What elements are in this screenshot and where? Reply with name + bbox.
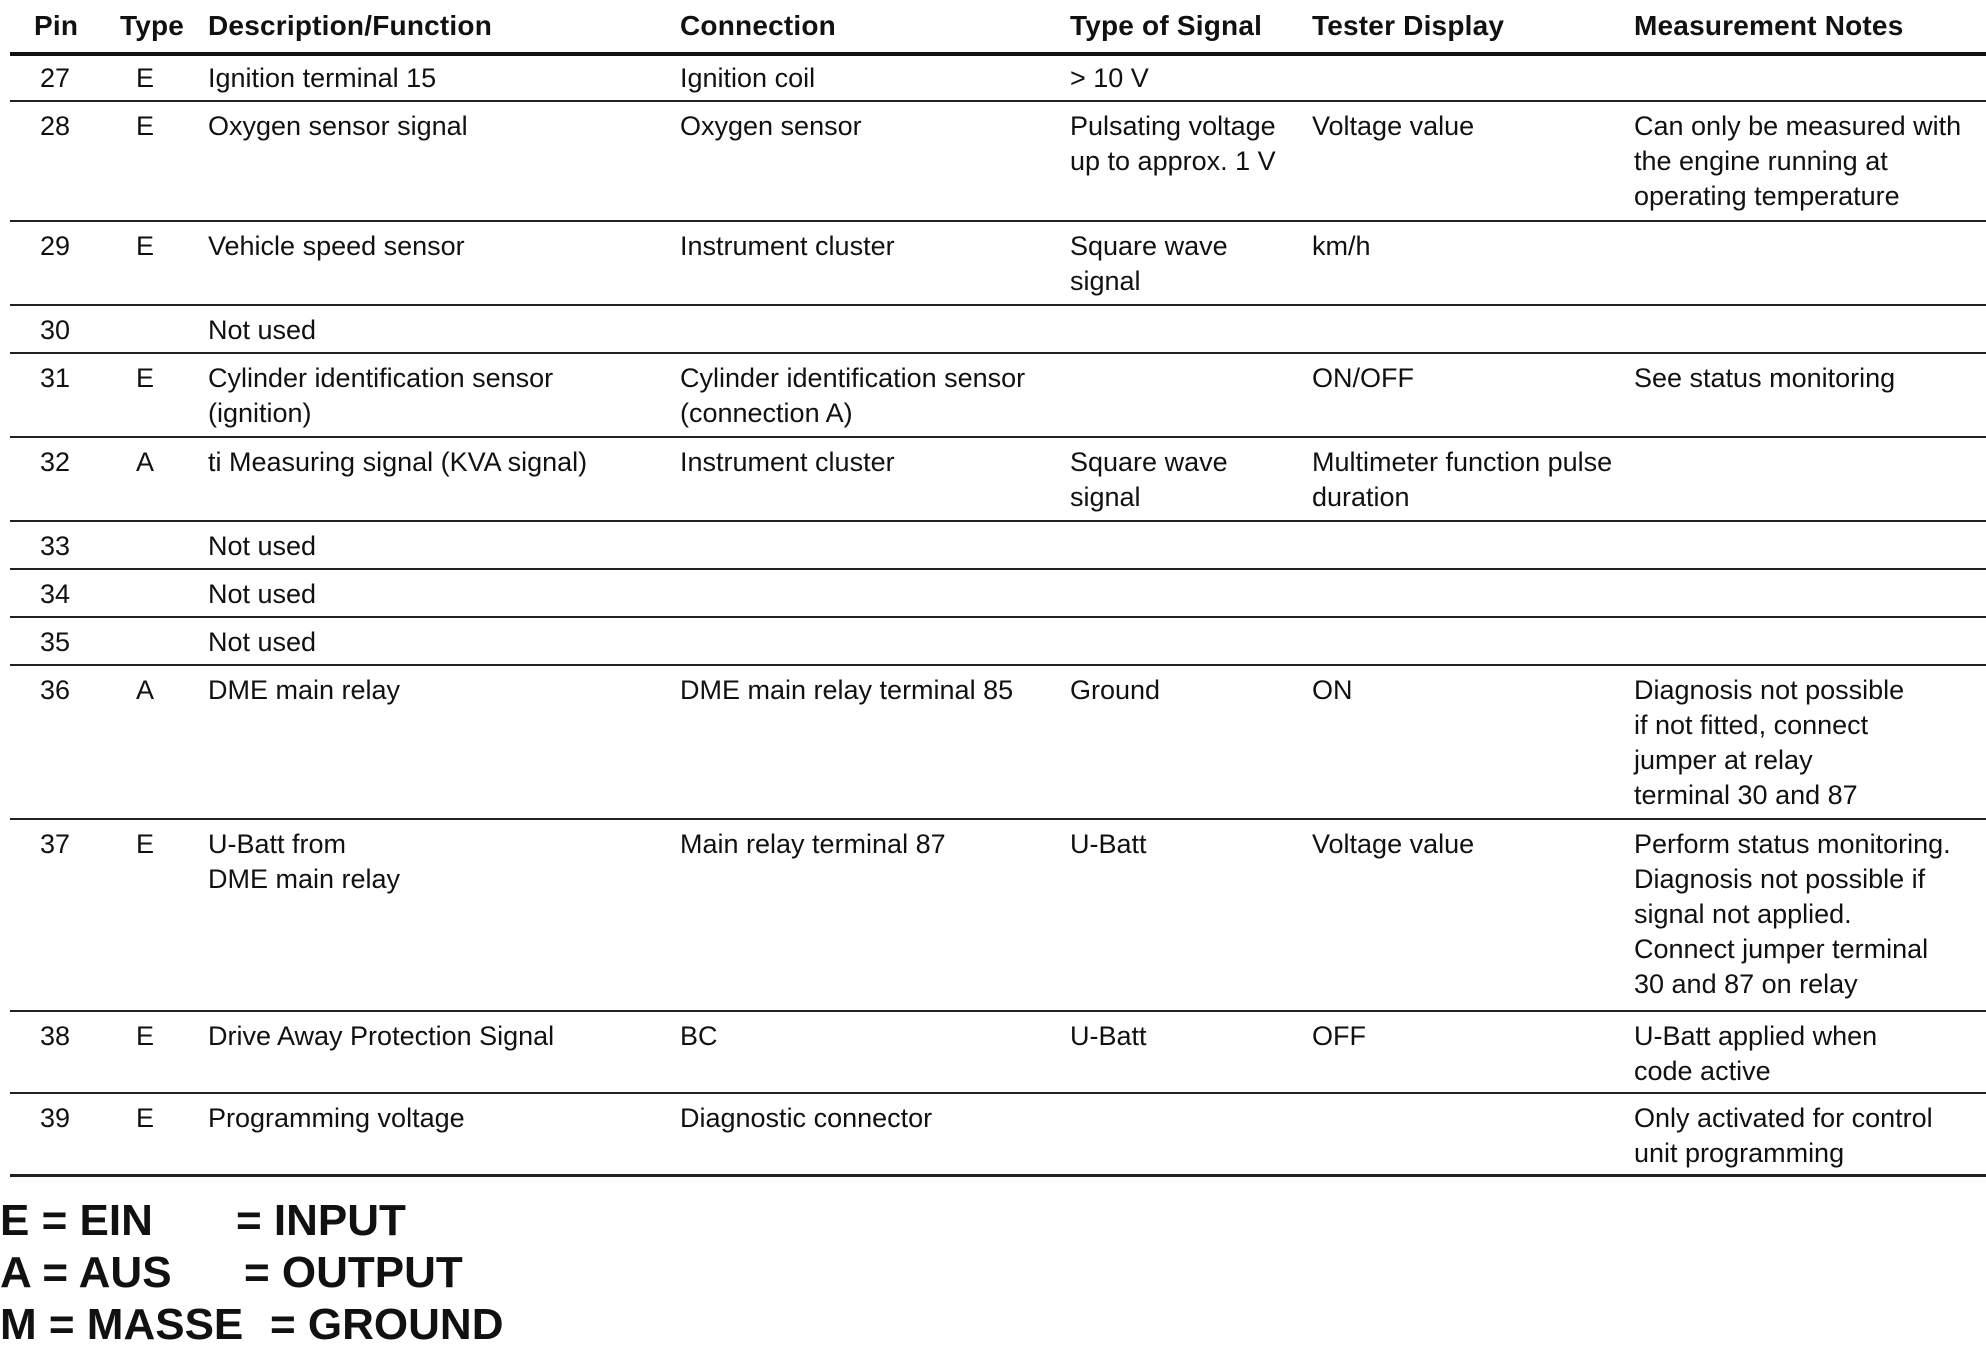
row-pin: 34 bbox=[40, 579, 71, 609]
row-type: E bbox=[136, 829, 155, 859]
row-pin: 33 bbox=[40, 531, 71, 561]
row-description: Not used bbox=[208, 531, 317, 561]
row-description: Not used bbox=[208, 315, 317, 345]
row-signal-type: Square wave signal bbox=[1070, 231, 1228, 296]
row-signal-type: Square wave signal bbox=[1070, 447, 1228, 512]
row-connection: BC bbox=[680, 1021, 718, 1051]
row-rule bbox=[10, 616, 1986, 618]
row-connection: Main relay terminal 87 bbox=[680, 829, 946, 859]
header-rule bbox=[10, 52, 1986, 56]
row-rule bbox=[10, 1174, 1986, 1177]
row-signal-type: Ground bbox=[1070, 675, 1161, 705]
row-measurement-notes: U-Batt applied when code active bbox=[1634, 1021, 1878, 1086]
legend-meaning: = OUTPUT bbox=[244, 1248, 463, 1297]
row-rule bbox=[10, 568, 1986, 570]
row-description: ti Measuring signal (KVA signal) bbox=[208, 447, 588, 477]
header-signal-type: Type of Signal bbox=[1070, 10, 1263, 41]
row-tester-display: Multimeter function pulse duration bbox=[1312, 447, 1613, 512]
row-description: Cylinder identification sensor (ignition) bbox=[208, 363, 554, 428]
row-pin: 39 bbox=[40, 1103, 71, 1133]
row-measurement-notes: Only activated for control unit programming bbox=[1634, 1103, 1933, 1168]
row-type: E bbox=[136, 363, 155, 393]
row-rule bbox=[10, 818, 1986, 820]
row-signal-type: Pulsating voltage up to approx. 1 V bbox=[1070, 111, 1276, 176]
row-pin: 29 bbox=[40, 231, 71, 261]
legend-code: M = MASSE bbox=[0, 1300, 244, 1349]
row-type: E bbox=[136, 63, 155, 93]
row-tester-display: ON/OFF bbox=[1312, 363, 1414, 393]
row-description: Not used bbox=[208, 579, 317, 609]
row-type: E bbox=[136, 1103, 155, 1133]
row-tester-display: OFF bbox=[1312, 1021, 1366, 1051]
row-description: Vehicle speed sensor bbox=[208, 231, 465, 261]
row-connection: Cylinder identification sensor (connection A) bbox=[680, 363, 1026, 428]
row-pin: 30 bbox=[40, 315, 71, 345]
row-connection: Oxygen sensor bbox=[680, 111, 862, 141]
row-pin: 35 bbox=[40, 627, 71, 657]
row-type: A bbox=[136, 447, 155, 477]
row-signal-type: U-Batt bbox=[1070, 1021, 1147, 1051]
row-connection: Instrument cluster bbox=[680, 231, 895, 261]
row-tester-display: ON bbox=[1312, 675, 1353, 705]
row-rule bbox=[10, 352, 1986, 354]
row-rule bbox=[10, 304, 1986, 306]
header-type: Type bbox=[120, 10, 185, 41]
row-rule bbox=[10, 100, 1986, 102]
legend-meaning: = INPUT bbox=[236, 1196, 406, 1245]
row-description: Oxygen sensor signal bbox=[208, 111, 468, 141]
row-description: Not used bbox=[208, 627, 317, 657]
header-description: Description/Function bbox=[208, 10, 492, 41]
row-pin: 27 bbox=[40, 63, 71, 93]
row-rule bbox=[10, 664, 1986, 666]
row-connection: DME main relay terminal 85 bbox=[680, 675, 1014, 705]
row-pin: 28 bbox=[40, 111, 71, 141]
row-tester-display: Voltage value bbox=[1312, 829, 1475, 859]
row-pin: 32 bbox=[40, 447, 71, 477]
row-rule bbox=[10, 520, 1986, 522]
row-type: E bbox=[136, 1021, 155, 1051]
row-description: Programming voltage bbox=[208, 1103, 465, 1133]
row-tester-display: km/h bbox=[1312, 231, 1371, 261]
row-measurement-notes: Perform status monitoring. Diagnosis not possible if signal not applied. Connect jumper terminal 30 and 87 on relay bbox=[1634, 829, 1951, 999]
row-tester-display: Voltage value bbox=[1312, 111, 1475, 141]
row-pin: 31 bbox=[40, 363, 71, 393]
row-signal-type: > 10 V bbox=[1070, 63, 1149, 93]
header-measurement-notes: Measurement Notes bbox=[1634, 10, 1904, 41]
row-rule bbox=[10, 1010, 1986, 1012]
legend-meaning: = GROUND bbox=[270, 1300, 504, 1349]
row-description: Ignition terminal 15 bbox=[208, 63, 437, 93]
row-rule bbox=[10, 220, 1986, 222]
row-type: E bbox=[136, 231, 155, 261]
row-measurement-notes: Can only be measured with the engine running at operating temperature bbox=[1634, 111, 1962, 211]
row-signal-type: U-Batt bbox=[1070, 829, 1147, 859]
row-pin: 37 bbox=[40, 829, 71, 859]
row-description: Drive Away Protection Signal bbox=[208, 1021, 555, 1051]
row-rule bbox=[10, 436, 1986, 438]
row-description: DME main relay bbox=[208, 675, 401, 705]
row-type: A bbox=[136, 675, 155, 705]
row-connection: Diagnostic connector bbox=[680, 1103, 933, 1133]
row-measurement-notes: See status monitoring bbox=[1634, 363, 1896, 393]
row-rule bbox=[10, 1092, 1986, 1094]
row-connection: Ignition coil bbox=[680, 63, 816, 93]
header-connection: Connection bbox=[680, 10, 836, 41]
legend-code: E = EIN bbox=[0, 1196, 153, 1245]
row-measurement-notes: Diagnosis not possible if not fitted, connect jumper at relay terminal 30 and 87 bbox=[1634, 675, 1905, 810]
header-pin: Pin bbox=[34, 10, 79, 41]
row-pin: 38 bbox=[40, 1021, 71, 1051]
row-description: U-Batt from DME main relay bbox=[208, 829, 401, 894]
legend-code: A = AUS bbox=[0, 1248, 172, 1297]
row-type: E bbox=[136, 111, 155, 141]
header-tester-display: Tester Display bbox=[1312, 10, 1505, 41]
table-header bbox=[0, 0, 1986, 52]
row-connection: Instrument cluster bbox=[680, 447, 895, 477]
row-pin: 36 bbox=[40, 675, 71, 705]
